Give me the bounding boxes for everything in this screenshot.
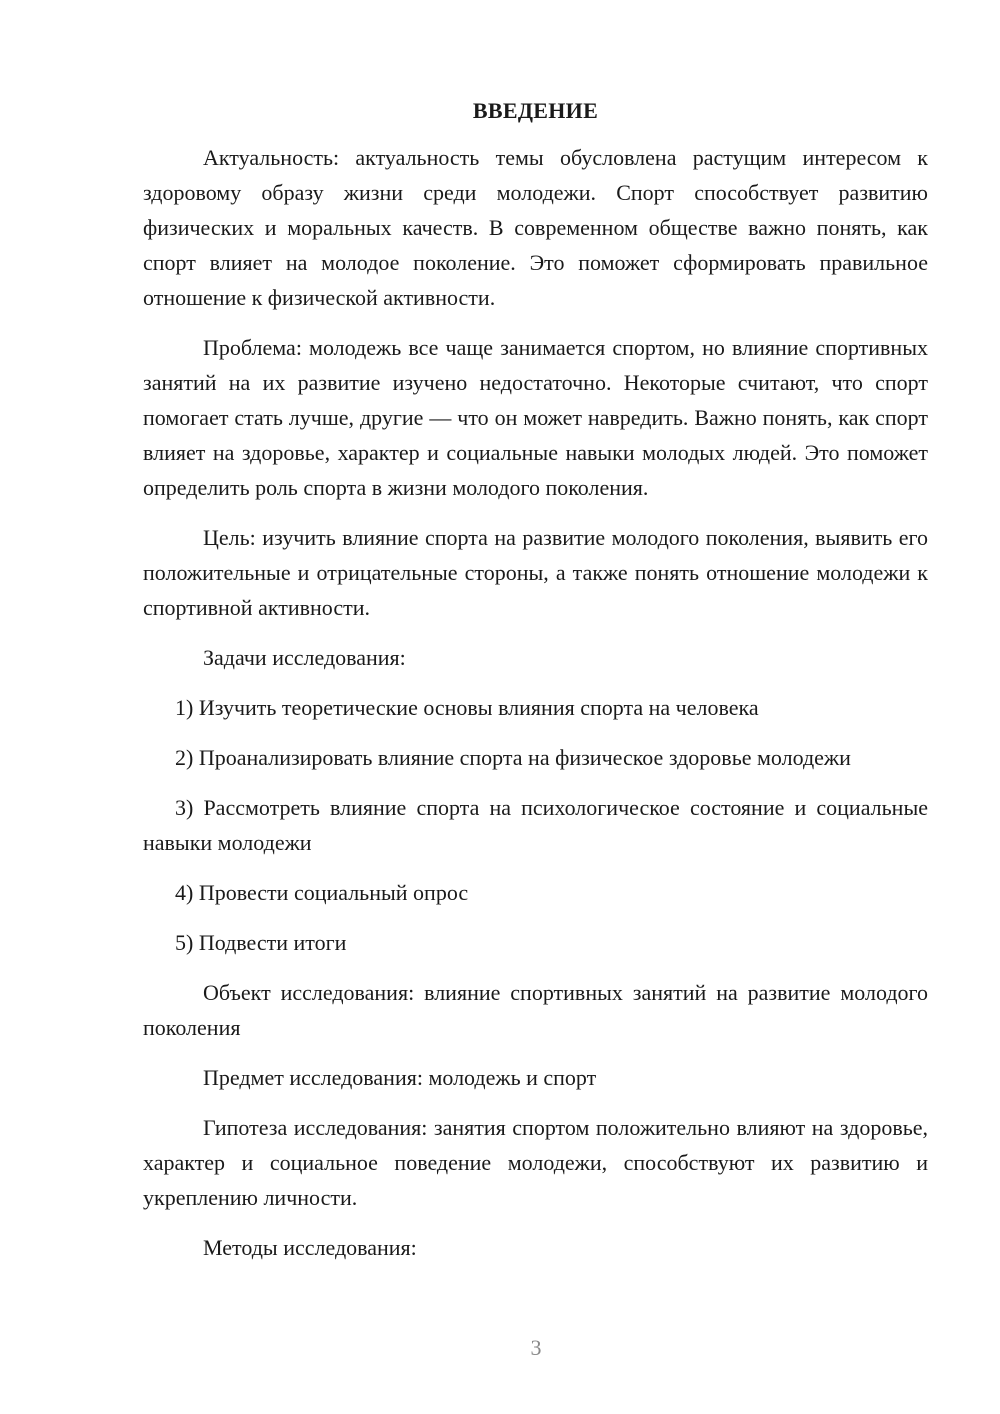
methods-paragraph: Методы исследования: [203,1235,417,1260]
subject-paragraph: Предмет исследования: молодежь и спорт [203,1065,597,1090]
problem-paragraph: Проблема: молодежь все чаще занимается спортом, но влияние спортивных занятий на их развитие изучено недостаточно. Некоторые считают, что спорт помогает стать лучше, другие — что он может навредить. Важно понять, как спорт влияет на здоровье, характер и социальные навыки молодых людей. Это поможет определить роль спорта в жизни молодого поколения. [143,335,928,500]
section-heading: ВВЕДЕНИЕ [472,98,599,123]
tasks-heading: Задачи исследования: [203,645,406,670]
task-item: 3) Рассмотреть влияние спорта на психологическое состояние и социальные навыки молодежи [143,795,928,855]
hypothesis-paragraph: Гипотеза исследования: занятия спортом положительно влияют на здоровье, характер и социальное поведение молодежи, способствуют их развитию и укреплению личности. [143,1115,928,1210]
object-paragraph: Объект исследования: влияние спортивных занятий на развитие молодого поколения [143,980,928,1040]
goal-paragraph: Цель: изучить влияние спорта на развитие молодого поколения, выявить его положительные и отрицательные стороны, а также понять отношение молодежи к спортивной активности. [143,525,928,620]
task-item: 1) Изучить теоретические основы влияния спорта на человека [175,695,759,720]
page-number: 3 [530,1335,542,1360]
task-item: 2) Проанализировать влияние спорта на физическое здоровье молодежи [175,745,851,770]
relevance-paragraph: Актуальность: актуальность темы обусловлена растущим интересом к здоровому образу жизни среди молодежи. Спорт способствует развитию физических и моральных качеств. В современном обществе важно понять, как спорт влияет на молодое поколение. Это поможет сформировать правильное отношение к физической активности. [143,145,928,310]
page-body [143,96,928,1280]
task-item: 4) Провести социальный опрос [175,880,469,905]
task-item: 5) Подвести итоги [175,930,347,955]
